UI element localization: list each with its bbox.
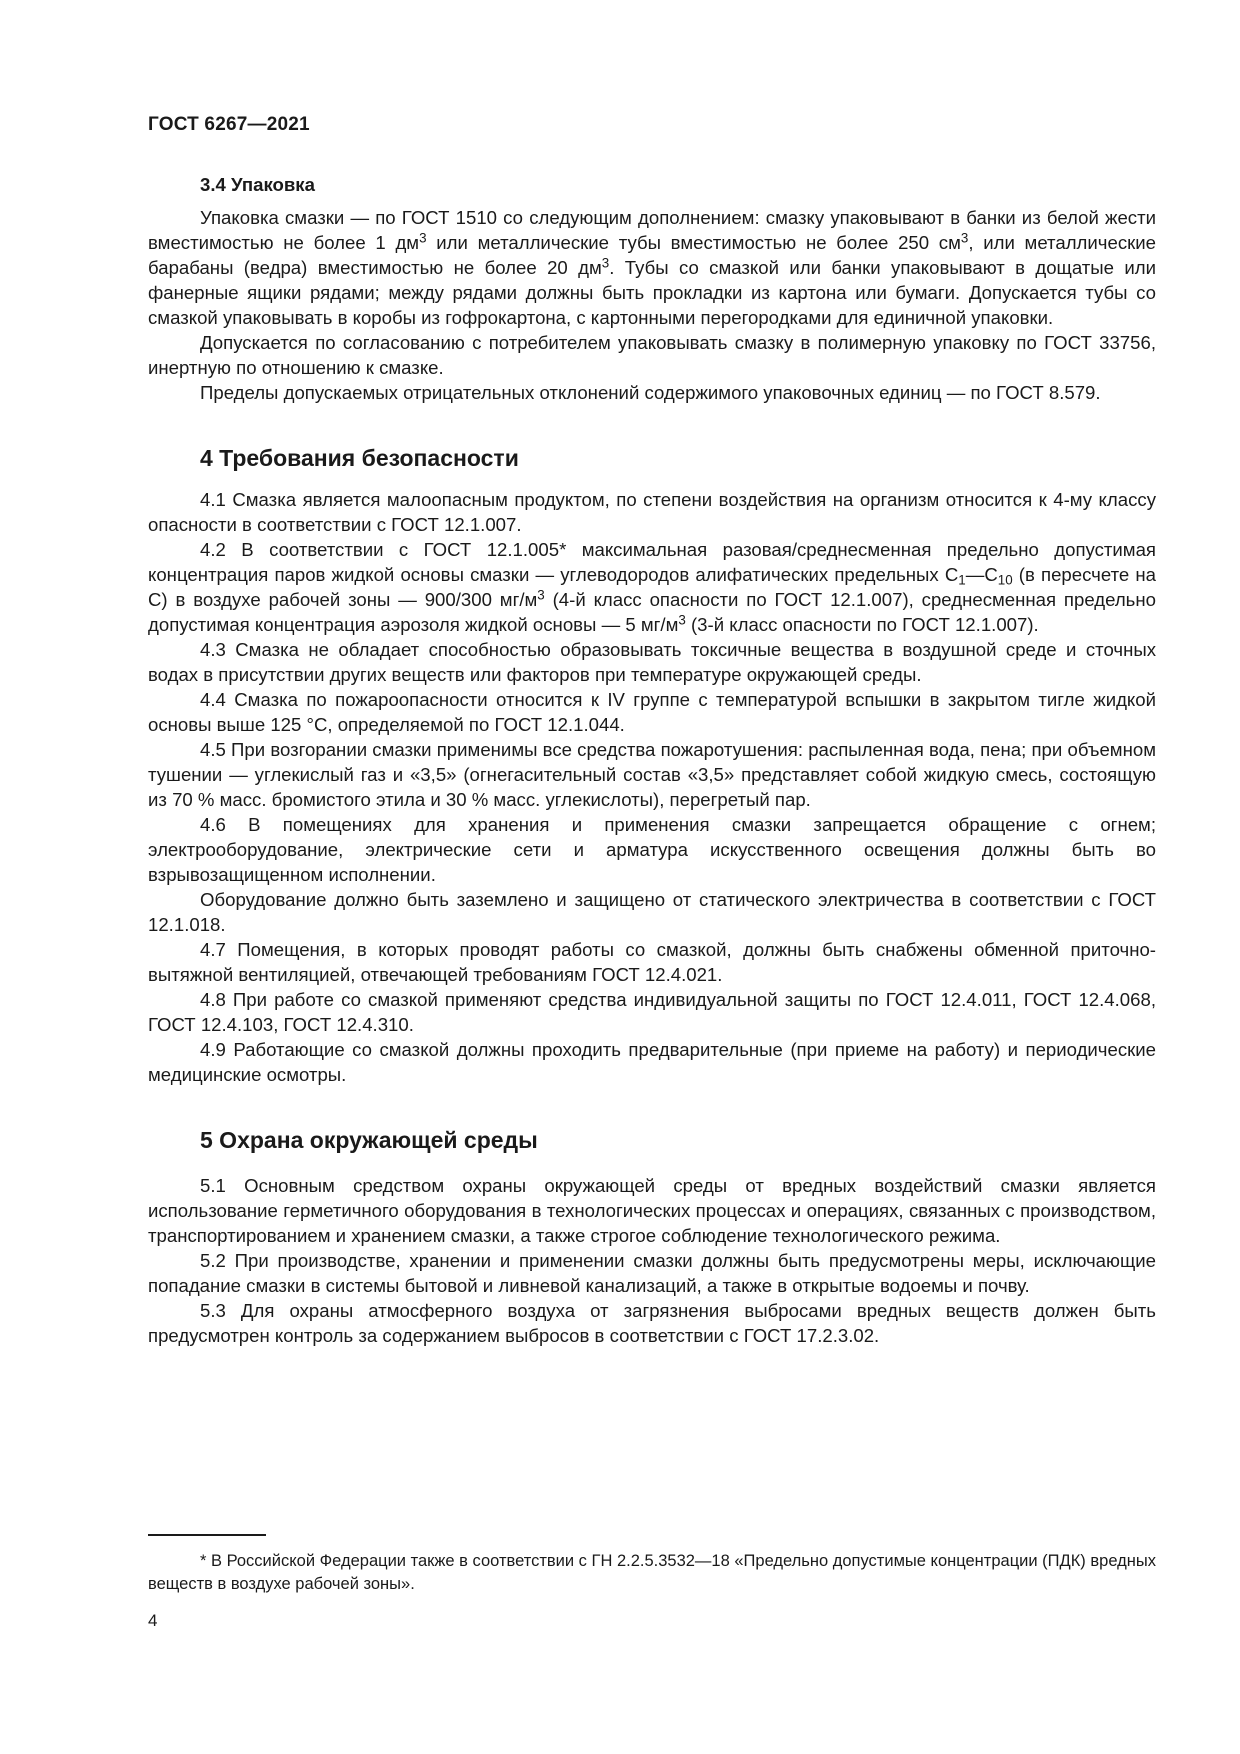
subsection-title-3-4: 3.4 Упаковка bbox=[200, 174, 315, 195]
paragraph-4-2: 4.2 В соответствии с ГОСТ 12.1.005* максимальная разовая/среднесменная предельно допустимая концентрация паров жидкой основы смазки — углеводородов алифатических предельных $С_1—С_{10}$ (в пересчете на С) в воздухе рабочей зоны — 900/300 $мг/м^3$ (4-й класс опасности по ГОСТ 12.1.007), среднесменная предельно допустимая концентрация аэрозоля жидкой основы — 5 $мг/м^3$ (3-й класс опасности по ГОСТ 12.1.007). bbox=[148, 539, 1156, 635]
section-title-5: 5 Охрана окружающей среды bbox=[200, 1127, 538, 1153]
paragraph-4-6: 4.6 В помещениях для хранения и применения смазки запрещается обращение с огнем; электрооборудование, электрические сети и арматура искусственного освещения должны быть во взрывозащищенном исполнении. bbox=[148, 814, 1156, 885]
paragraph-5-1: 5.1 Основным средством охраны окружающей среды от вредных воздействий смазки является использование герметичного оборудования в технологических процессах и операциях, связанных с производством, транспортированием и хранением смазки, а также строгое соблюдение технологического режима. bbox=[148, 1175, 1156, 1246]
paragraph-5-3: 5.3 Для охраны атмосферного воздуха от загрязнения выбросами вредных веществ должен быть предусмотрен контроль за содержанием выбросов в соответствии с ГОСТ 17.2.3.02. bbox=[148, 1300, 1156, 1346]
paragraph-4-3: 4.3 Смазка не обладает способностью образовывать токсичные вещества в воздушной среде и сточных водах в присутствии других веществ или факторов при температуре окружающей среды. bbox=[148, 639, 1156, 685]
paragraph-4-7: 4.7 Помещения, в которых проводят работы со смазкой, должны быть снабжены обменной приточно-вытяжной вентиляцией, отвечающей требованиям ГОСТ 12.4.021. bbox=[148, 939, 1156, 985]
paragraph-4-9: 4.9 Работающие со смазкой должны проходить предварительные (при приеме на работу) и периодические медицинские осмотры. bbox=[148, 1039, 1156, 1085]
page-number: 4 bbox=[148, 1611, 158, 1630]
page-body bbox=[148, 172, 1156, 1348]
footnote: * В Российской Федерации также в соответствии с ГН 2.2.5.3532—18 «Предельно допустимые концентрации (ПДК) вредных веществ в воздухе рабочей зоны». bbox=[148, 1552, 1156, 1593]
paragraph-4-5: 4.5 При возгорании смазки применимы все средства пожаротушения: распыленная вода, пена; при объемном тушении — углекислый газ и «3,5» (огнегасительный состав «3,5» представляет собой жидкую смесь, состоящую из 70 % масс. бромистого этила и 30 % масс. углекислоты), перегретый пар. bbox=[148, 739, 1156, 810]
paragraph-4-1: 4.1 Смазка является малоопасным продуктом, по степени воздействия на организм относится к 4-му классу опасности в соответствии с ГОСТ 12.1.007. bbox=[148, 489, 1156, 535]
footnote-divider bbox=[148, 1534, 266, 1536]
section-title-4: 4 Требования безопасности bbox=[200, 445, 519, 471]
paragraph-3-4-tolerances: Пределы допускаемых отрицательных отклонений содержимого упаковочных единиц — по ГОСТ 8.579. bbox=[200, 382, 1101, 403]
paragraph-3-4-packaging: Упаковка смазки — по ГОСТ 1510 со следующим дополнением: смазку упаковывают в банки из белой жести вместимостью не более 1 $дм^3$ или металлические тубы вместимостью не более 250 $см^3$, или металлические барабаны (ведра) вместимостью не более 20 $дм^3$. Тубы со смазкой или банки упаковывают в дощатые или фанерные ящики рядами; между рядами должны быть прокладки из картона или бумаги. Допускается тубы со смазкой упаковывать в коробы из гофрокартона, с картонными перегородками для единичной упаковки. bbox=[148, 207, 1156, 328]
running-header: ГОСТ 6267—2021 bbox=[148, 114, 310, 135]
paragraph-3-4-polymer: Допускается по согласованию с потребителем упаковывать смазку в полимерную упаковку по ГОСТ 33756, инертную по отношению к смазке. bbox=[148, 332, 1156, 378]
paragraph-4-8: 4.8 При работе со смазкой применяют средства индивидуальной защиты по ГОСТ 12.4.011, ГОСТ 12.4.068, ГОСТ 12.4.103, ГОСТ 12.4.310. bbox=[148, 989, 1156, 1035]
paragraph-4-6-grounding: Оборудование должно быть заземлено и защищено от статического электричества в соответствии с ГОСТ 12.1.018. bbox=[148, 889, 1156, 935]
paragraph-5-2: 5.2 При производстве, хранении и применении смазки должны быть предусмотрены меры, исключающие попадание смазки в системы бытовой и ливневой канализаций, а также в открытые водоемы и почву. bbox=[148, 1250, 1156, 1296]
paragraph-4-4: 4.4 Смазка по пожароопасности относится к IV группе с температурой вспышки в закрытом тигле жидкой основы выше 125 °С, определяемой по ГОСТ 12.1.044. bbox=[148, 689, 1156, 735]
